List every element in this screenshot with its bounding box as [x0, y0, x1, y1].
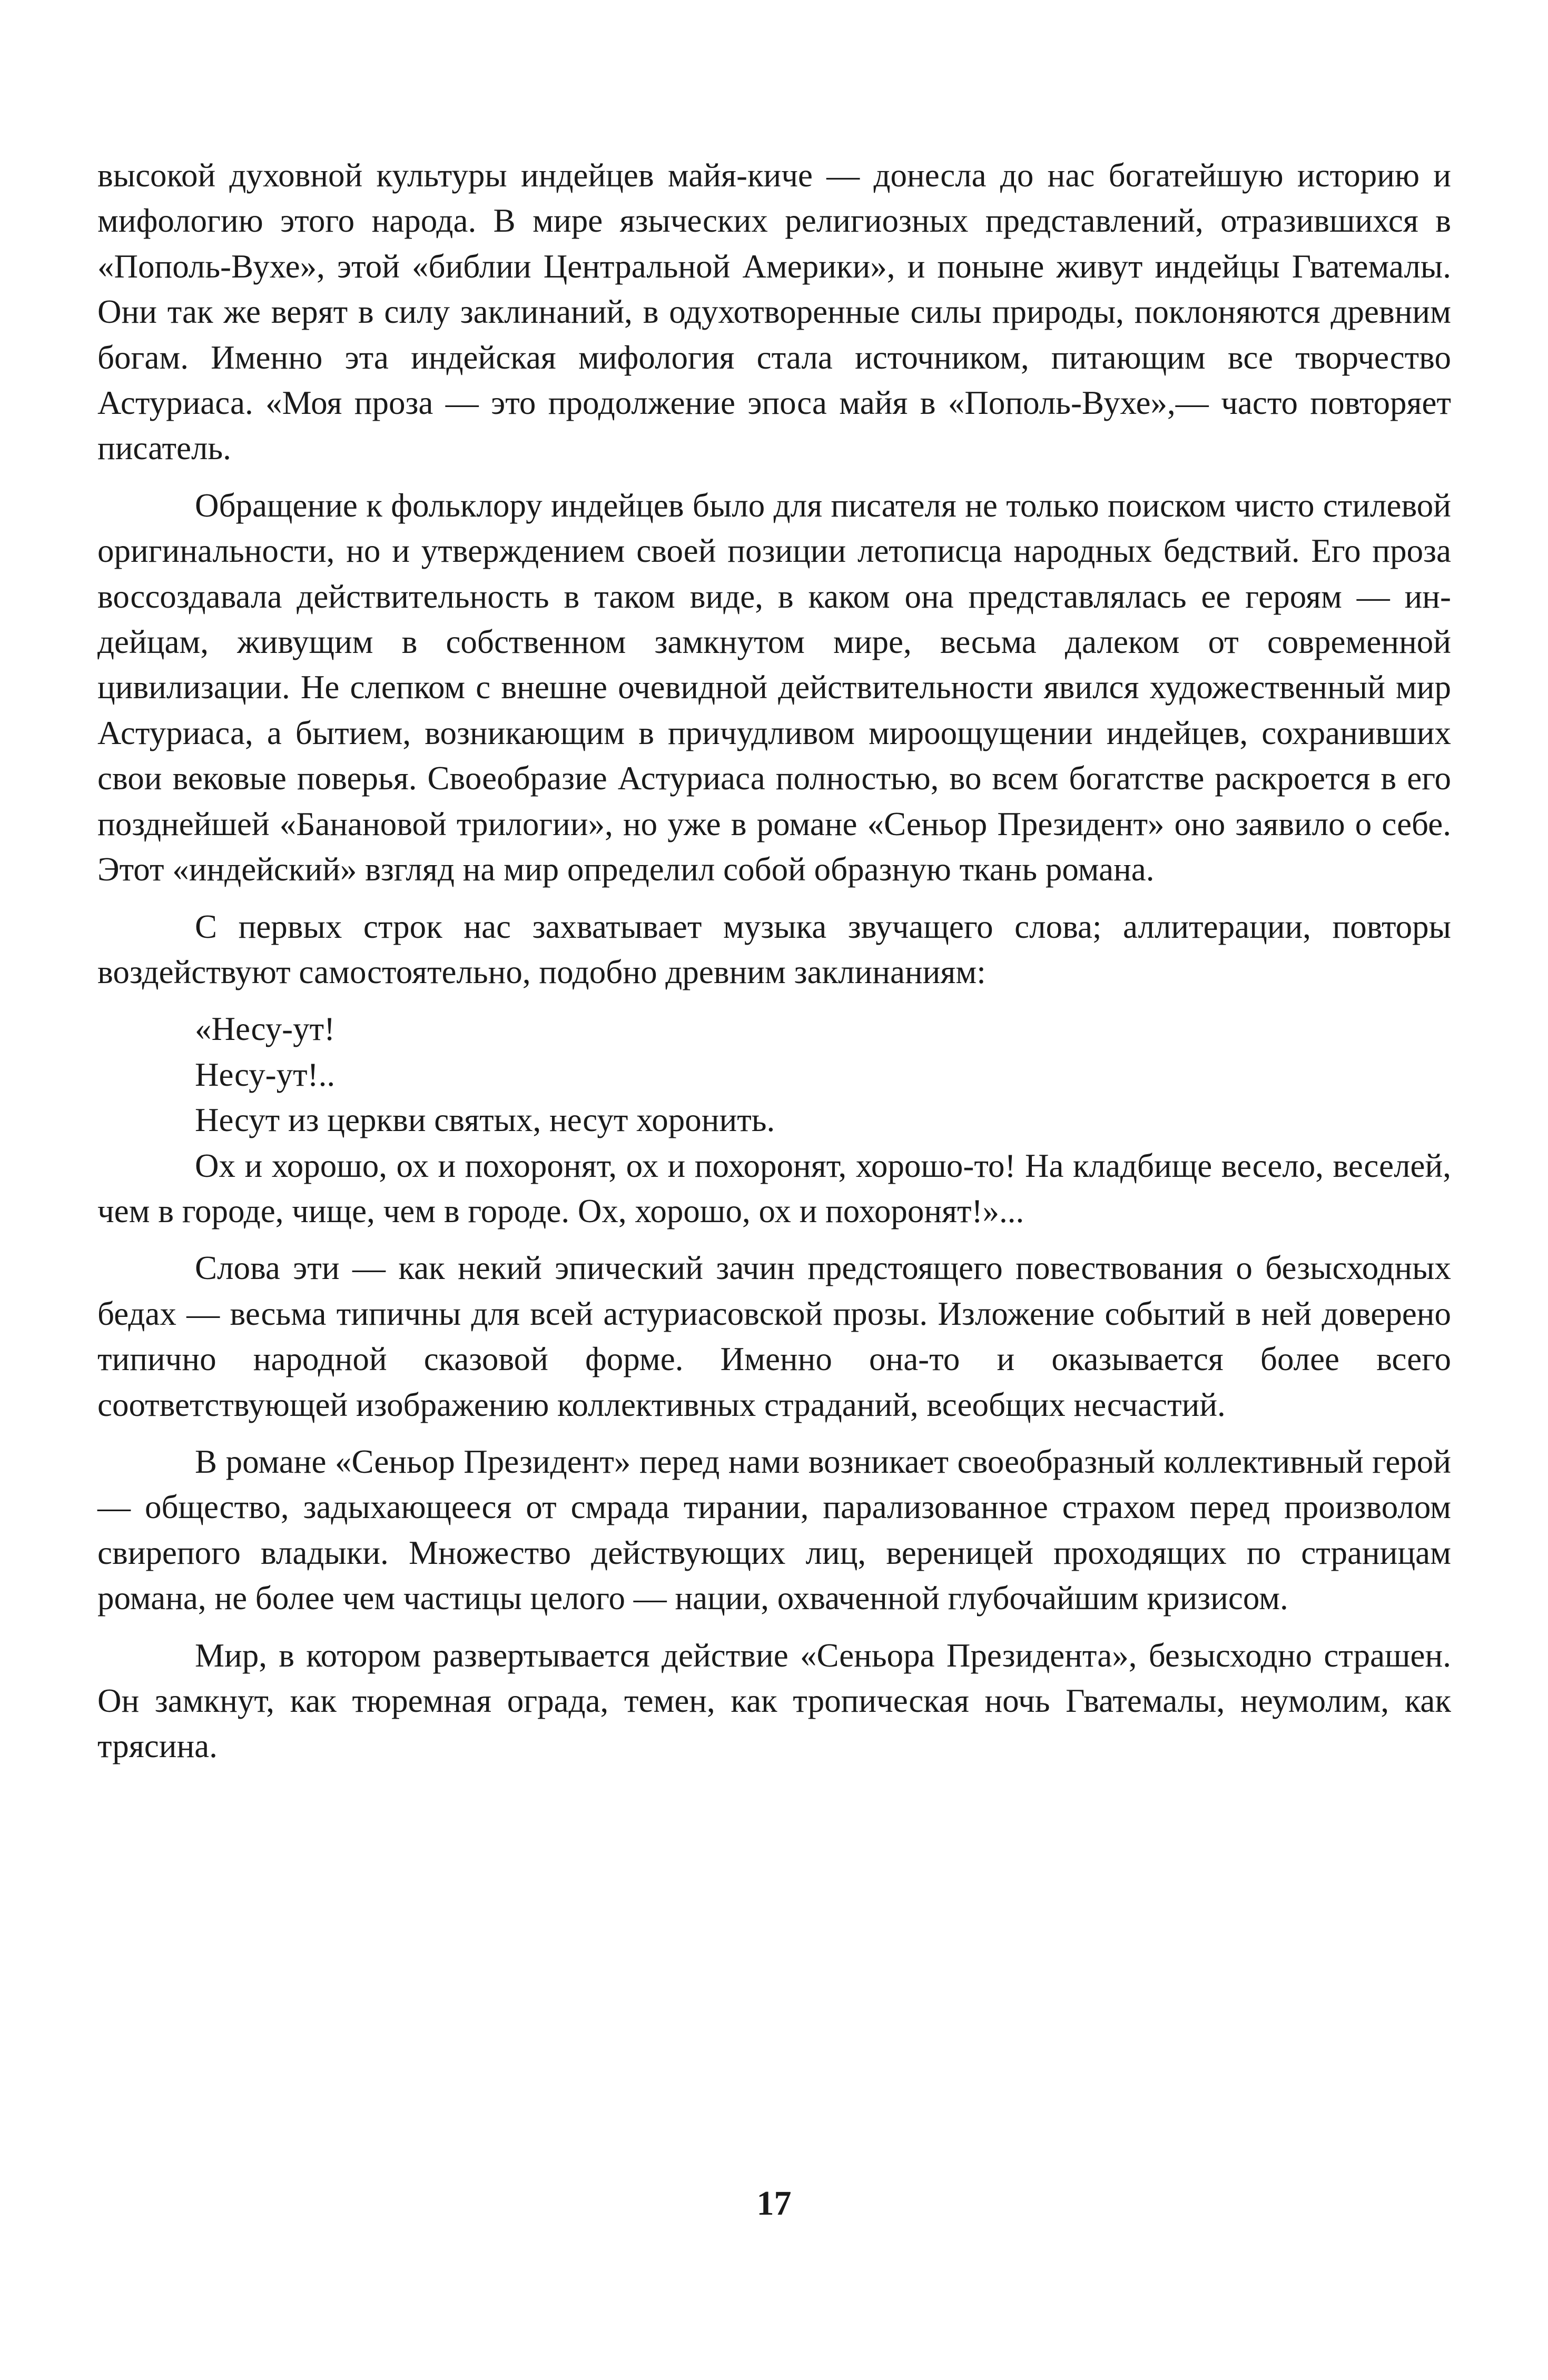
- quote-line-1: «Несу-ут!: [195, 1010, 336, 1048]
- quote-line-3: Несут из церкви святых, несут хоронить.: [195, 1102, 775, 1139]
- paragraph-5: В романе «Сеньор Президент» перед нами возникает своеобразный коллективный герой — общество, задыхающееся от смрада тирании, парализованное страхом перед произволом свирепого владыки. Множество действующих лиц, вереницей проходящих по страницам романа, не более чем частицы целого — нации, охваченной глубочайшим кризисом.: [97, 1443, 1451, 1617]
- quote-paragraph: Ох и хорошо, ох и похоронят, ох и похоронят, хорошо-то! На кладбище весело, веселей, чем в городе, чище, чем в городе. Ох, хорошо, ох и похоронят!»...: [97, 1147, 1451, 1229]
- page-number: 17: [756, 2184, 792, 2223]
- paragraph-2: Обращение к фольклору индейцев было для писателя не только поиском чисто стилевой оригинальности, но и утверждением своей позиции летописца народных бедствий. Его проза воссоздавала действительность в таком виде, в каком она представлялась ее героям — индейцам, живущим в собственном замкнутом мире, весьма далеком от современной цивилизации. Не слепком с внешне очевидной действительности явился художественный мир Астуриаса, а бытием, возникающим в причудливом мироощущении индейцев, сохранивших свои вековые поверья. Своеобразие Астуриаса полностью, во всем богатстве раскроется в его позднейшей «Банановой трилогии», но уже в романе «Сеньор Президент» оно заявило о себе. Этот «индейский» взгляд на мир определил собой образную ткань романа.: [97, 487, 1451, 888]
- quote-line-2: Несу-ут!..: [195, 1056, 336, 1093]
- body-text: [97, 153, 1451, 1769]
- paragraph-6: Мир, в котором развертывается действие «Сеньора Президента», безысходно страшен. Он замкнут, как тюремная ограда, темен, как тропическая ночь Гватемалы, неумолим, как трясина.: [97, 1637, 1451, 1765]
- paragraph-4: Слова эти — как некий эпический зачин предстоящего повествования о безысходных бедах — весьма типичны для всей астуриасовской прозы. Изложение событий в ней доверено типично народной сказовой форме. Именно она-то и оказывается более всего соответствующей изображению коллективных страданий, всеобщих несчастий.: [97, 1250, 1451, 1423]
- paragraph-1: высокой духовной культуры индейцев майя-киче — донесла до нас богатейшую историю и мифологию этого народа. В мире языческих религиозных представлений, отразившихся в «Пополь-Вухе», этой «библии Центральной Америки», и поныне живут индейцы Гватемалы. Они так же верят в силу заклинаний, в одухотворенные силы природы, поклоняются древним богам. Именно эта индейская мифология стала источником, питающим все творчество Астуриаса. «Моя проза — это продолжение эпоса майя в «Пополь-Вухе»,— часто повторяет писатель.: [97, 157, 1451, 467]
- paragraph-3: С первых строк нас захватывает музыка звучащего слова; аллитерации, повторы воздействуют самостоятельно, подобно древним заклинаниям:: [97, 908, 1451, 990]
